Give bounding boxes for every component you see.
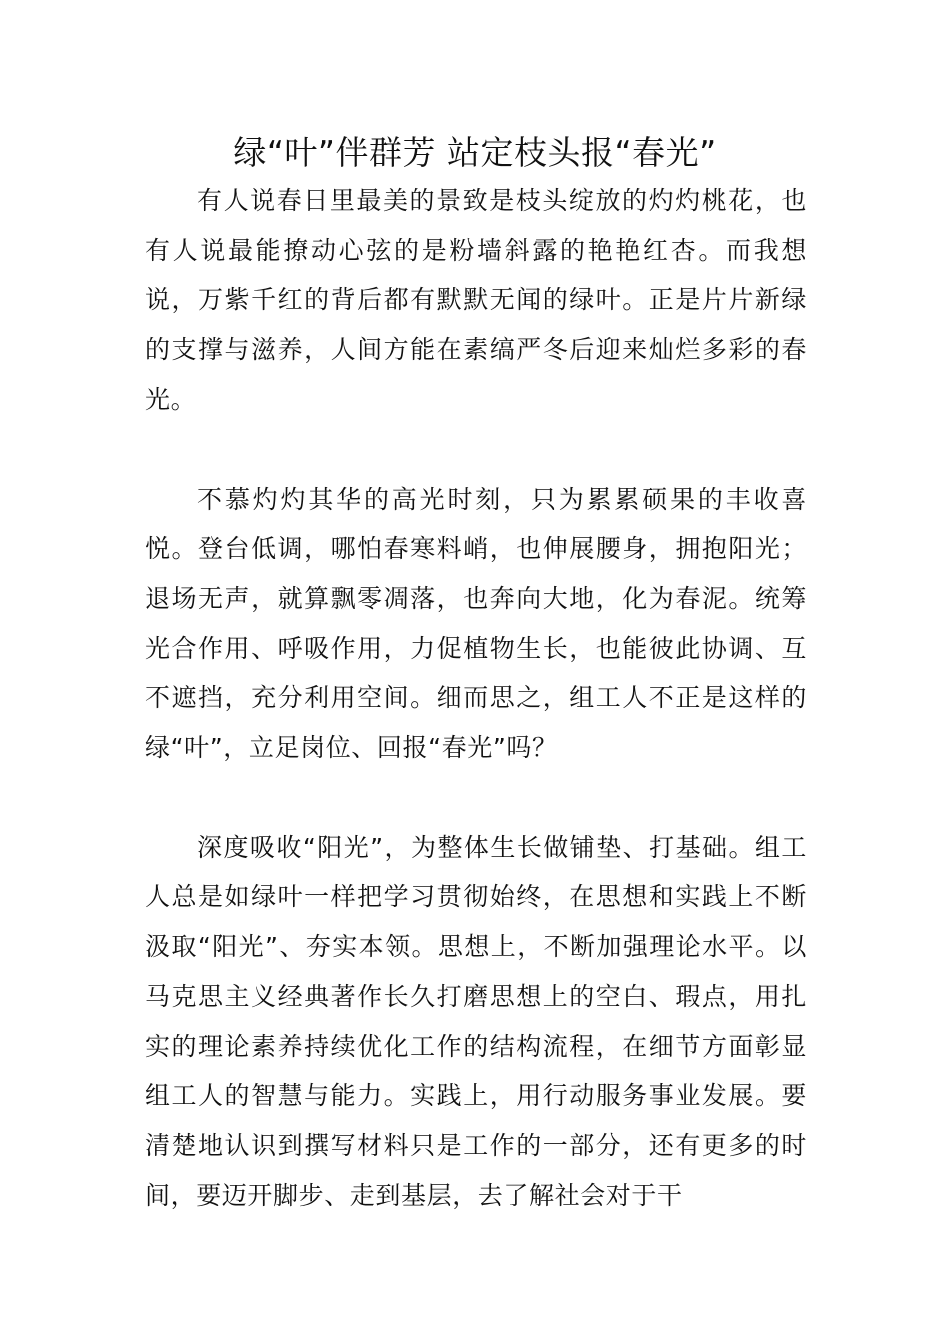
document-body	[145, 176, 807, 1220]
paragraph-spacer	[145, 425, 807, 475]
document-title: 绿“叶”伴群芳 站定枝头报“春光”	[233, 133, 717, 172]
paragraph-1: 有人说春日里最美的景致是枝头绽放的灼灼桃花，也有人说最能撩动心弦的是粉墙斜露的艳艳红杏。而我想说，万紫千红的背后都有默默无闻的绿叶。正是片片新绿的支撑与滋养，人间方能在素缟严冬后迎来灿烂多彩的春光。	[145, 186, 807, 414]
paragraph-2: 不慕灼灼其华的高光时刻，只为累累硕果的丰收喜悦。登台低调，哪怕春寒料峭，也伸展腰身，拥抱阳光；退场无声，就算飘零凋落，也奔向大地，化为春泥。统筹光合作用、呼吸作用，力促植物生长，也能彼此协调、互不遮挡，充分利用空间。细而思之，组工人不正是这样的绿“叶”，立足岗位、回报“春光”吗？	[145, 484, 807, 763]
paragraph-3: 深度吸收“阳光”，为整体生长做铺垫、打基础。组工人总是如绿叶一样把学习贯彻始终，在思想和实践上不断汲取“阳光”、夯实本领。思想上，不断加强理论水平。以马克思主义经典著作长久打磨思想上的空白、瑕点，用扎实的理论素养持续优化工作的结构流程，在细节方面彰显组工人的智慧与能力。实践上，用行动服务事业发展。要清楚地认识到撰写材料只是工作的一部分，还有更多的时间，要迈开脚步、走到基层，去了解社会对于干	[145, 832, 807, 1210]
paragraph-spacer	[145, 773, 807, 823]
